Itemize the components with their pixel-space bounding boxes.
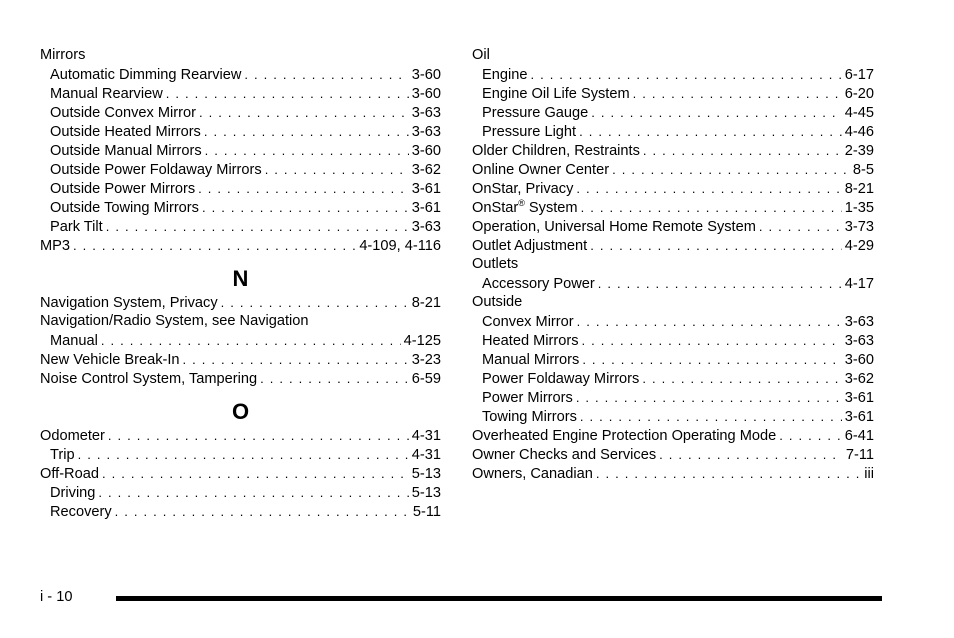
page-reference: 4-45: [844, 105, 874, 121]
page-reference: 6-17: [844, 67, 874, 83]
index-entry: [40, 122, 441, 141]
page-reference: 5-13: [411, 466, 441, 482]
index-term: Outside Convex Mirror: [50, 105, 196, 121]
footer-rule: [116, 596, 882, 601]
dot-leader: [265, 160, 409, 179]
page-reference: 7-11: [845, 447, 874, 463]
registered-mark: ®: [518, 198, 525, 209]
index-entry: [472, 464, 874, 483]
index-entry: [472, 388, 874, 407]
page-reference: 6-41: [844, 428, 874, 444]
page-reference: 3-61: [844, 409, 874, 425]
page-reference: 3-63: [844, 333, 874, 349]
index-entry: [472, 217, 874, 236]
index-term: Heated Mirrors: [482, 333, 579, 349]
page-reference: 3-60: [844, 352, 874, 368]
page-reference: 3-61: [844, 390, 874, 406]
index-entry: [40, 464, 441, 483]
page-reference: 4-125: [403, 333, 441, 349]
index-term: Automatic Dimming Rearview: [50, 67, 242, 83]
index-term: Towing Mirrors: [482, 409, 577, 425]
dot-leader: [642, 369, 841, 388]
dot-leader: [73, 236, 356, 255]
index-entry: [472, 160, 874, 179]
page-reference: 4-29: [844, 238, 874, 254]
index-term: Engine: [482, 67, 528, 83]
index-entry: [40, 293, 441, 312]
index-entry: [472, 274, 874, 293]
index-entry: [472, 293, 874, 312]
index-term: Recovery: [50, 504, 112, 520]
index-entry: [472, 103, 874, 122]
index-entry: [40, 141, 441, 160]
dot-leader: [205, 141, 409, 160]
page-number: i - 10: [40, 589, 73, 605]
page-reference: iii: [864, 466, 874, 482]
index-entry: [40, 46, 441, 65]
page-reference: 3-63: [411, 124, 441, 140]
page-reference: 1-35: [844, 200, 874, 216]
index-entry: [472, 369, 874, 388]
dot-leader: [183, 350, 409, 369]
index-term: Trip: [50, 447, 75, 463]
index-entry: [40, 217, 441, 236]
index-entry: [40, 426, 441, 445]
dot-leader: [98, 483, 408, 502]
page-reference: 4-31: [411, 428, 441, 444]
index-entry: [40, 312, 441, 331]
index-term: Manual Rearview: [50, 86, 163, 102]
index-entry: [472, 141, 874, 160]
index-term: OnStar® System: [472, 198, 578, 216]
dot-leader: [582, 350, 841, 369]
index-term: Power Mirrors: [482, 390, 573, 406]
index-column-right: [472, 46, 874, 483]
page-reference: 3-60: [411, 67, 441, 83]
page-reference: 3-61: [411, 200, 441, 216]
index-term: Manual Mirrors: [482, 352, 580, 368]
page-reference: 3-62: [411, 162, 441, 178]
page-reference: 8-5: [852, 162, 874, 178]
dot-leader: [108, 426, 409, 445]
index-term: Outside Manual Mirrors: [50, 143, 202, 159]
dot-leader: [202, 198, 409, 217]
index-entry: [472, 445, 874, 464]
index-term: Power Foldaway Mirrors: [482, 371, 640, 387]
dot-leader: [759, 217, 842, 236]
index-entry: [472, 179, 874, 198]
index-entry: [40, 160, 441, 179]
index-entry: [472, 122, 874, 141]
page-reference: 3-60: [411, 143, 441, 159]
index-term: Outside Towing Mirrors: [50, 200, 199, 216]
dot-leader: [581, 198, 842, 217]
page-reference: 3-63: [411, 105, 441, 121]
page-reference: 4-109, 4-116: [359, 238, 441, 254]
dot-leader: [260, 369, 409, 388]
index-entry: [40, 236, 441, 255]
index-entry: [472, 198, 874, 217]
dot-leader: [633, 84, 842, 103]
index-term: Outlets: [472, 256, 519, 272]
index-term: New Vehicle Break-In: [40, 352, 180, 368]
index-term: Convex Mirror: [482, 314, 574, 330]
page-reference: 4-46: [844, 124, 874, 140]
index-term: Odometer: [40, 428, 105, 444]
index-entry: [472, 350, 874, 369]
dot-leader: [115, 502, 410, 521]
page-reference: 3-23: [411, 352, 441, 368]
index-term: Overheated Engine Protection Operating Mode: [472, 428, 777, 444]
index-term: Outside Heated Mirrors: [50, 124, 201, 140]
index-entry: [472, 46, 874, 65]
index-entry: [40, 65, 441, 84]
dot-leader: [612, 160, 850, 179]
index-term: Pressure Gauge: [482, 105, 589, 121]
index-term: Accessory Power: [482, 276, 595, 292]
dot-leader: [643, 141, 842, 160]
index-entry: [472, 312, 874, 331]
page-reference: 5-11: [412, 504, 441, 520]
index-entry: [40, 483, 441, 502]
index-term: Navigation/Radio System, see Navigation: [40, 313, 309, 329]
page-reference: 3-63: [411, 219, 441, 235]
index-term: Pressure Light: [482, 124, 577, 140]
index-entry: [472, 65, 874, 84]
index-term: Operation, Universal Home Remote System: [472, 219, 756, 235]
index-term: Manual: [50, 333, 98, 349]
dot-leader: [582, 331, 842, 350]
index-term: MP3: [40, 238, 71, 254]
dot-leader: [106, 217, 409, 236]
dot-leader: [598, 274, 842, 293]
index-term: Outlet Adjustment: [472, 238, 588, 254]
index-entry: [472, 426, 874, 445]
index-entry: [472, 407, 874, 426]
dot-leader: [659, 445, 843, 464]
dot-leader: [102, 464, 409, 483]
index-term: Off-Road: [40, 466, 99, 482]
index-entry: [40, 84, 441, 103]
page-reference: 2-39: [844, 143, 874, 159]
dot-leader: [199, 103, 409, 122]
section-letter-n: N: [232, 266, 249, 291]
index-entry: [40, 331, 441, 350]
dot-leader: [590, 236, 842, 255]
index-term: Owners, Canadian: [472, 466, 593, 482]
dot-leader: [576, 179, 841, 198]
dot-leader: [166, 84, 409, 103]
dot-leader: [779, 426, 842, 445]
index-entry: [472, 255, 874, 274]
index-term: Outside: [472, 294, 523, 310]
dot-leader: [101, 331, 401, 350]
index-term: Navigation System, Privacy: [40, 295, 218, 311]
page-reference: 3-60: [411, 86, 441, 102]
page-reference: 6-59: [411, 371, 441, 387]
dot-leader: [576, 388, 842, 407]
page-reference: 4-17: [844, 276, 874, 292]
page-reference: 3-73: [844, 219, 874, 235]
index-term: Mirrors: [40, 47, 86, 63]
dot-leader: [596, 464, 861, 483]
index-column-left: [40, 46, 441, 521]
index-term: Older Children, Restraints: [472, 143, 640, 159]
index-entry: [40, 198, 441, 217]
dot-leader: [579, 122, 842, 141]
dot-leader: [198, 179, 409, 198]
index-term: Outside Power Mirrors: [50, 181, 196, 197]
page-reference: 3-63: [844, 314, 874, 330]
index-term: Engine Oil Life System: [482, 86, 630, 102]
section-letter-o: O: [231, 399, 250, 424]
index-entry: [472, 84, 874, 103]
dot-leader: [530, 65, 841, 84]
index-entry: [40, 350, 441, 369]
dot-leader: [204, 122, 409, 141]
page-reference: 8-21: [844, 181, 874, 197]
page-reference: 6-20: [844, 86, 874, 102]
index-entry: [40, 103, 441, 122]
page-reference: 3-61: [411, 181, 441, 197]
index-term: Outside Power Foldaway Mirrors: [50, 162, 262, 178]
index-entry: [40, 179, 441, 198]
index-term: OnStar, Privacy: [472, 181, 574, 197]
page-reference: 4-31: [411, 447, 441, 463]
page-reference: 3-62: [844, 371, 874, 387]
index-term: Noise Control System, Tampering: [40, 371, 258, 387]
dot-leader: [78, 445, 409, 464]
index-term: Online Owner Center: [472, 162, 610, 178]
index-term: Driving: [50, 485, 96, 501]
dot-leader: [244, 65, 408, 84]
dot-leader: [580, 407, 842, 426]
index-term: Owner Checks and Services: [472, 447, 657, 463]
dot-leader: [577, 312, 842, 331]
page-reference: 5-13: [411, 485, 441, 501]
index-entry: [40, 445, 441, 464]
dot-leader: [591, 103, 842, 122]
index-entry: [40, 502, 441, 521]
index-entry: [472, 236, 874, 255]
index-entry: [40, 369, 441, 388]
page-reference: 8-21: [411, 295, 441, 311]
index-term: Oil: [472, 47, 490, 63]
dot-leader: [221, 293, 409, 312]
index-entry: [472, 331, 874, 350]
index-term: Park Tilt: [50, 219, 103, 235]
